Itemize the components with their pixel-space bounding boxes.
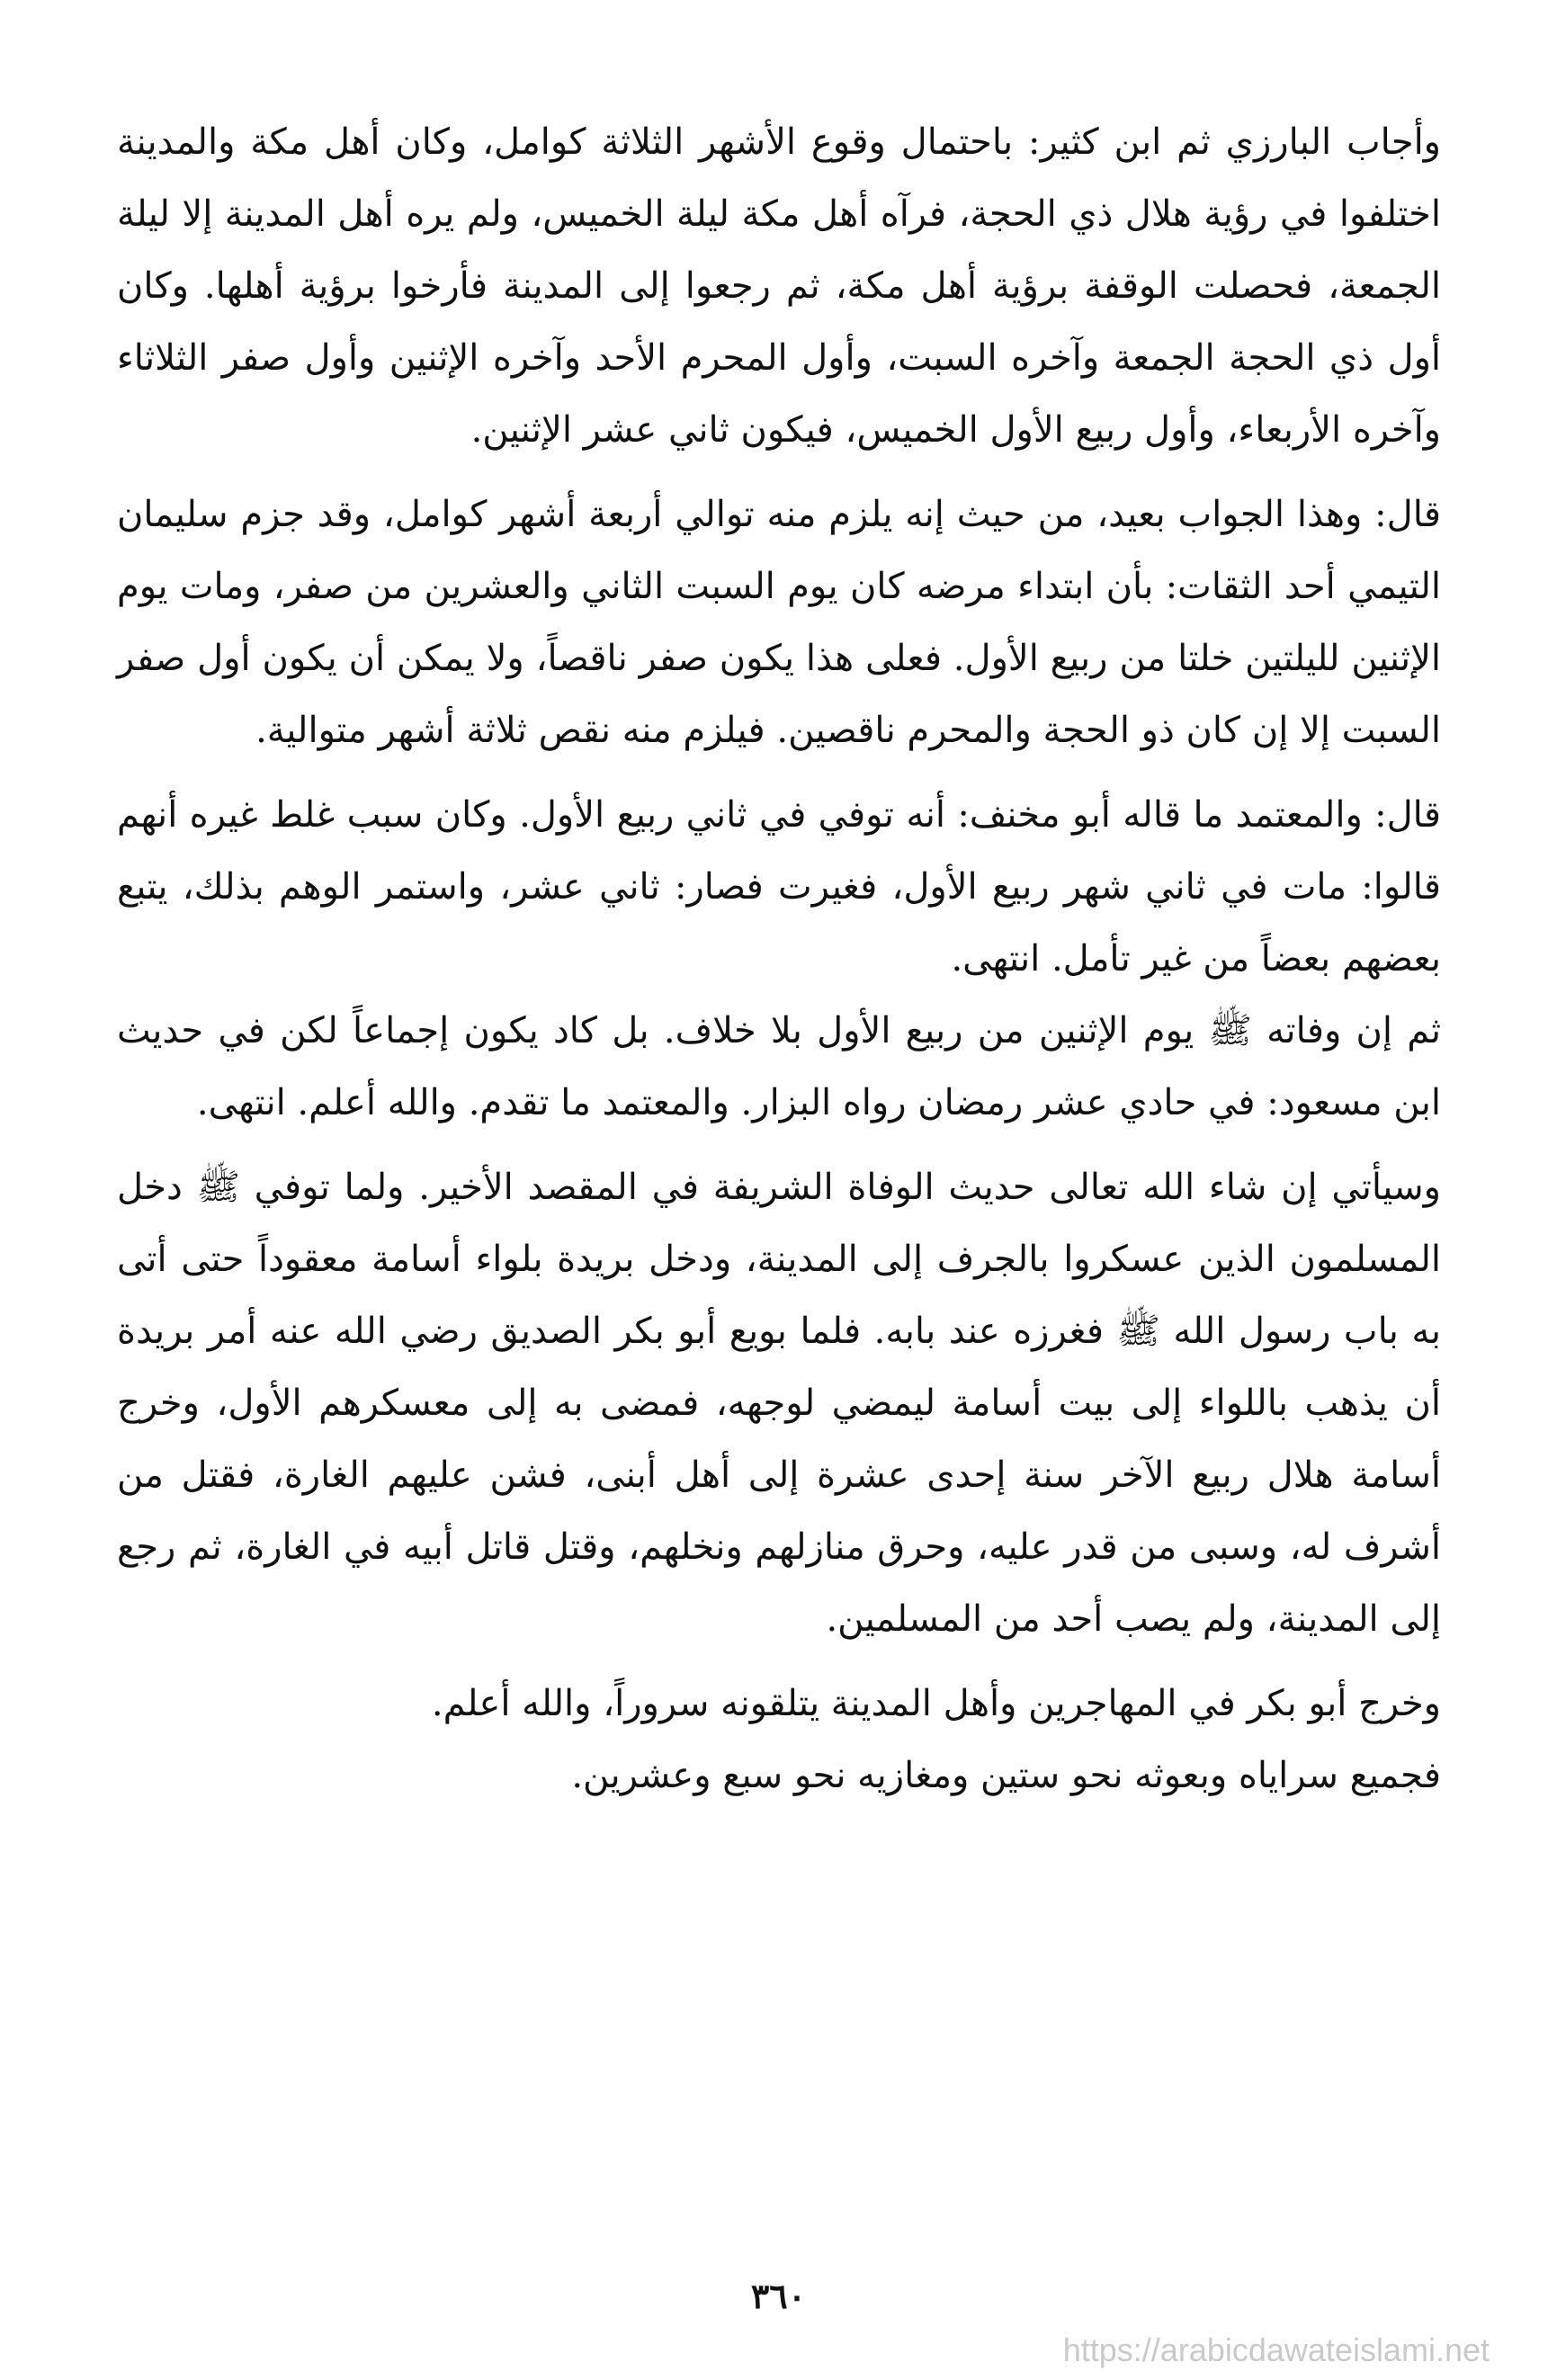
page-body xyxy=(117,106,1441,1812)
paragraph-1: وأجاب البارزي ثم ابن كثير: باحتمال وقوع الأشهر الثلاثة كوامل، وكان أهل مكة والمدينة اختلفوا في رؤية هلال ذي الحجة، فرآه أهل مكة ليلة الخميس، ولم يره أهل المدينة إلا ليلة الجمعة، فحصلت الوقفة برؤية أهل مكة، ثم رجعوا إلى المدينة فأرخوا برؤية أهلها. وكان أول ذي الحجة الجمعة وآخره السبت، وأول المحرم الأحد وآخره الإثنين وأول صفر الثلاثاء وآخره الأربعاء، وأول ربيع الأول الخميس، فيكون ثاني عشر الإثنين. xyxy=(117,121,1441,451)
paragraph-4: ثم إن وفاته ﷺ يوم الإثنين من ربيع الأول بلا خلاف. بل كاد يكون إجماعاً لكن في حديث ابن مسعود: في حادي عشر رمضان رواه البزار. والمعتمد ما تقدم. والله أعلم. انتهى. xyxy=(117,1010,1441,1123)
paragraph-3: قال: والمعتمد ما قاله أبو مخنف: أنه توفي في ثاني ربيع الأول. وكان سبب غلط غيره أنهم قالوا: مات في ثاني شهر ربيع الأول، فغيرت فصار: ثاني عشر، واستمر الوهم بذلك، يتبع بعضهم بعضاً من غير تأمل. انتهى. xyxy=(117,794,1441,980)
watermark-url: https://arabicdawateislami.net xyxy=(1062,2331,1490,2368)
paragraph-7: فجميع سراياه وبعوثه نحو ستين ومغازيه نحو سبع وعشرين. xyxy=(571,1755,1441,1796)
paragraph-2: قال: وهذا الجواب بعيد، من حيث إنه يلزم منه توالي أربعة أشهر كوامل، وقد جزم سليمان التيمي أحد الثقات: بأن ابتداء مرضه كان يوم السبت الثاني والعشرين من صفر، ومات يوم الإثنين لليلتين خلتا من ربيع الأول. فعلى هذا يكون صفر ناقصاً، ولا يمكن أن يكون أول صفر السبت إلا إن كان ذو الحجة والمحرم ناقصين. فيلزم منه نقص ثلاثة أشهر متوالية. xyxy=(117,494,1441,751)
paragraph-6: وخرج أبو بكر في المهاجرين وأهل المدينة يتلقونه سروراً، والله أعلم. xyxy=(431,1683,1441,1724)
page-number: ٣٦٠ xyxy=(750,2276,807,2316)
paragraph-5: وسيأتي إن شاء الله تعالى حديث الوفاة الشريفة في المقصد الأخير. ولما توفي ﷺ دخل المسلمون الذين عسكروا بالجرف إلى المدينة، ودخل بريدة بلواء أسامة معقوداً حتى أتى به باب رسول الله ﷺ فغرزه عند بابه. فلما بويع أبو بكر الصديق رضي الله عنه أمر بريدة أن يذهب باللواء إلى بيت أسامة ليمضي لوجهه، فمضى به إلى معسكرهم الأول، وخرج أسامة هلال ربيع الآخر سنة إحدى عشرة إلى أهل أبنى، فشن عليهم الغارة، فقتل من أشرف له، وسبى من قدر عليه، وحرق منازلهم ونخلهم، وقتل قاتل أبيه في الغارة، ثم رجع إلى المدينة، ولم يصب أحد من المسلمين. xyxy=(117,1167,1442,1640)
